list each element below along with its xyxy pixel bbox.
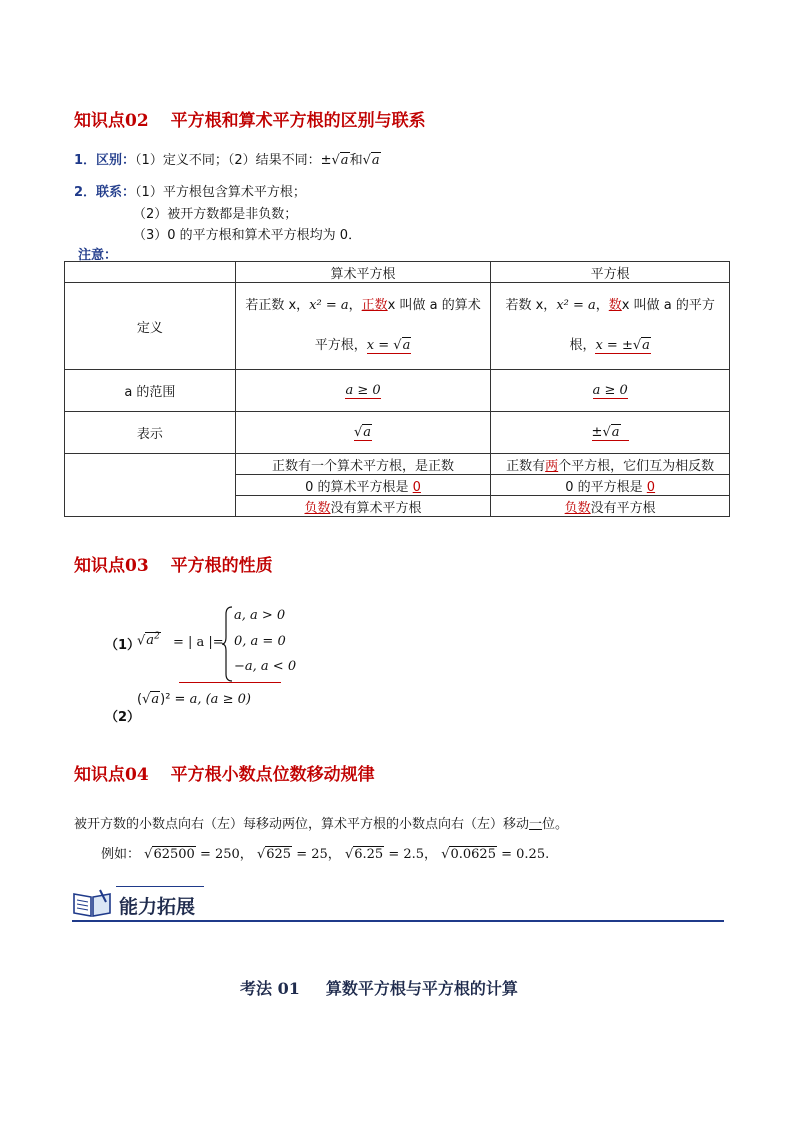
kp04-title: 平方根小数点位数移动规律 [170,765,375,785]
example-1: √62500 = 250 [144,847,240,862]
example-label: 例如： [101,847,141,862]
table-row-header [65,262,730,283]
section-banner [72,884,724,922]
kp03-tag: 知识点03 [74,556,149,576]
pm-sign: ± [320,153,332,168]
kp03-title: 平方根的性质 [170,556,273,576]
prop2-arith: 0 的算术平方根是 0 [235,475,491,496]
kp02-line2-text: （1）平方根包含算术平方根； [135,185,306,200]
banner-underline [72,920,724,922]
method-tag: 考法 01 [240,979,300,998]
kp02-tag: 知识点02 [74,111,149,131]
range-arith: a ≥ 0 [235,370,491,412]
comparison-table [64,261,730,517]
method-title: 算数平方根与平方根的计算 [325,979,518,998]
p2-label: （2） [105,710,141,725]
kp02-line1-text: （1）定义不同；（2）结果不同： [135,153,321,168]
prop1-square: 正数有两个平方根，它们互为相反数 [491,454,730,475]
kp02-title: 平方根和算术平方根的区别与联系 [170,111,426,131]
kp02-line4: （3）0 的平方根和算术平方根均为 0． [133,228,362,243]
property-1 [105,604,295,688]
prop3-square: 负数没有平方根 [491,496,730,517]
p1-sqrt: $√a^2$ [137,632,160,649]
header-empty [65,262,236,283]
repr-arith: √a [235,412,491,454]
range-label: a 的范围 [65,370,236,412]
example-3: √6.25 = 2.5 [344,847,425,862]
sqrt-a-2: √a [362,153,380,168]
open-book-icon [72,888,112,918]
example-4: √0.0625 = 0.25 [441,847,546,862]
kp02-line1 [74,149,381,168]
property-2: (√a)² = a, (a ≥ 0) [137,692,251,707]
kp04-rule: 被开方数的小数点向右（左）每移动两位，算术平方根的小数点向右（左）移动一位。 [74,817,569,832]
case-1: a, a > 0 [234,608,286,623]
prop3-arith: 负数没有算术平方根 [235,496,491,517]
def-label: 定义 [65,283,236,370]
kp02-line1-label: 1．区别： [74,153,136,168]
def-square: 若数 x，x² = a，数x 叫做 a 的平方 根，x = ±√a [491,283,730,370]
kp02-heading [74,106,426,131]
p1-red-rule [179,682,281,683]
prop2-square: 0 的平方根是 0 [491,475,730,496]
kp04-heading [74,760,375,785]
kp02-line2-label: 2．联系： [74,185,136,200]
p1-label: （1） [105,638,141,653]
example-2: √625 = 25 [256,847,328,862]
table-row-representation [65,412,730,454]
prop1-arith: 正数有一个算术平方根，是正数 [235,454,491,475]
header-square: 平方根 [491,262,730,283]
kp04-examples: 例如： √62500 = 250， √625 = 25， √6.25 = 2.5， √0.0625 = 0.25. [101,847,550,862]
case-2: 0, a = 0 [234,634,286,649]
header-arith: 算术平方根 [235,262,491,283]
and-word: 和 [349,153,363,168]
table-row-prop-1 [65,454,730,475]
kp03-heading [74,551,273,576]
method-heading [240,976,518,999]
range-square: a ≥ 0 [491,370,730,412]
section-title: 能力拓展 [119,896,196,918]
sqrt-a: √a [331,153,349,168]
left-brace-icon [221,606,233,682]
props-empty [65,454,236,517]
table-row-range [65,370,730,412]
banner-top-line [116,886,204,887]
table-row-definition [65,283,730,370]
kp02-line3: （2）被开方数都是非负数； [133,207,298,222]
note-label: 注意： [78,248,118,263]
repr-square: ±√a [491,412,730,454]
p1-abs: = | a |= [173,635,224,650]
kp04-tag: 知识点04 [74,765,149,785]
kp02-line2 [74,181,306,200]
case-3: −a, a < 0 [234,659,297,674]
def-arith: 若正数 x，x² = a，正数x 叫做 a 的算术 平方根，x = √a [235,283,491,370]
repr-label: 表示 [65,412,236,454]
